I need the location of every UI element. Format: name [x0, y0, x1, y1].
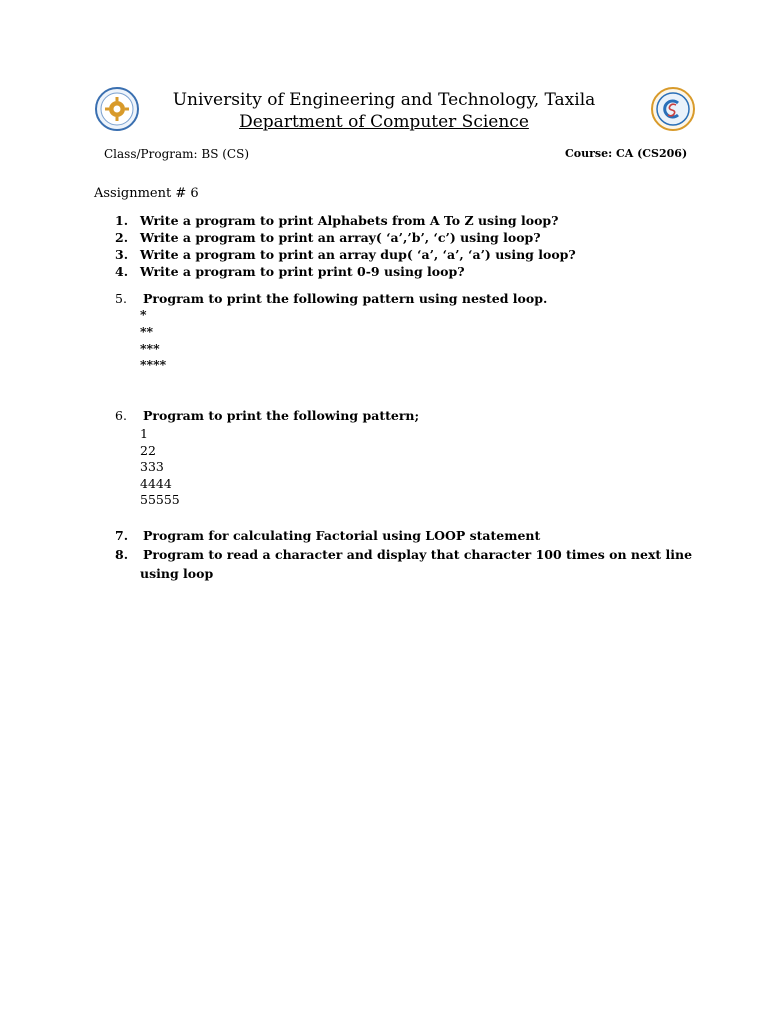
pattern-line: 333: [140, 459, 164, 474]
question-number: 5.: [115, 291, 127, 306]
question-number: 4.: [115, 264, 129, 279]
question-text: Program to print the following pattern using nested loop.: [143, 291, 548, 306]
question-text: Write a program to print an array dup( ‘a’, ‘a’, ‘a’) using loop?: [140, 247, 576, 262]
department-title: Department of Computer Science: [239, 112, 529, 132]
pattern-line: *: [140, 307, 147, 322]
class-program-label: Class/Program: BS (CS): [104, 147, 249, 161]
pattern-line: ****: [140, 357, 167, 372]
pattern-line: 4444: [140, 476, 172, 491]
question-text: Write a program to print Alphabets from A To Z using loop?: [140, 213, 559, 228]
university-title: University of Engineering and Technology, Taxila: [172, 90, 596, 110]
question-number: 3.: [115, 247, 129, 262]
question-number: 1.: [115, 213, 129, 228]
question-text: Program to print the following pattern;: [143, 408, 420, 423]
question-number: 2.: [115, 230, 129, 245]
question-text: Write a program to print an array( ‘a’,’b’, ‘c’) using loop?: [140, 230, 541, 245]
pattern-line: 1: [140, 426, 148, 441]
question-number: 7.: [115, 528, 129, 543]
question-text-continued: using loop: [140, 566, 214, 581]
pattern-line: ***: [140, 341, 160, 356]
question-number: 8.: [115, 547, 129, 562]
pattern-line: **: [140, 324, 154, 339]
question-text: Write a program to print print 0-9 using loop?: [140, 264, 465, 279]
question-text: Program for calculating Factorial using LOOP statement: [143, 528, 541, 543]
assignment-title: Assignment # 6: [94, 186, 199, 201]
pattern-line: 22: [140, 443, 156, 458]
question-number: 6.: [115, 408, 127, 423]
question-text: Program to read a character and display that character 100 times on next line: [143, 547, 693, 562]
pattern-line: 55555: [140, 492, 180, 507]
course-label: Course: CA (CS206): [565, 147, 688, 160]
